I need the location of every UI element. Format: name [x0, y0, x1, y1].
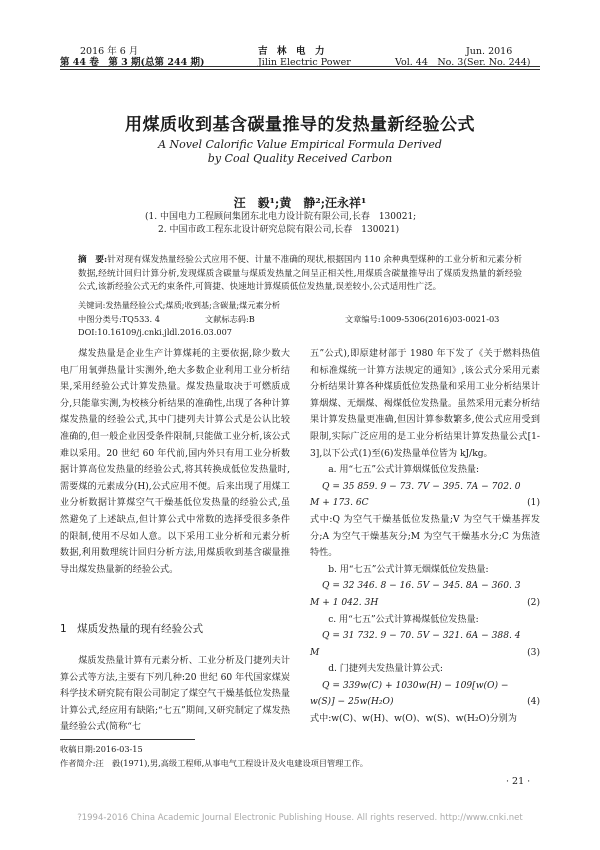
equation-4-line2	[310, 694, 540, 711]
received-date: 收稿日期:2016-03-15	[60, 744, 143, 754]
paper-title-en-2: by Coal Quality Received Carbon	[207, 152, 393, 165]
intro-paragraph: 煤发热量是企业生产计算煤耗的主要依据,除少数大电厂用氧弹热量计实测外,绝大多数企业利用工业分析结果,采用经验公式计算发热量。煤发热量取决于可燃质成分,只能靠实测,为校核分析结果的准确性,出现了各种计算煤发热量的经验公式,其中门捷列夫计算公式是公认比较准确的,但一般企业因受条件限制,只能做工业分析,该公式难以采用。20 世纪 60 年代前,国内外只有用工业分析数据计算高位发热量的经验公式,将其转换成低位发热量时,需要煤的元素成分(H),公式应用不便。后来出现了用煤工业分析数据计算煤空气干燥基低位发热量的经验公式,虽然避免了上述缺点,但计算公式中常数的选择受很多条件的限制,使用不尽如人意。以下采用工业分析和元素分析数据,利用数理统计回归分析方法,用煤质收到基含碳量推导出煤发热量新的经验公式。	[60, 349, 290, 575]
abstract-text: 针对现有煤发热量经验公式应用不便、计量不准确的现状,根据国内 110 余种典型煤种的工业分析和元素分析数据,经统计回归计算分析,发现煤质含碳量与煤质发热量之间呈正相关性,用煤质含碳量推导出了煤质发热量的新经验公式,该新经验公式无约束条件,可简捷、快速地计算煤质低位发热量,误差较小,公式适用性广泛。	[78, 255, 522, 292]
left-column-2	[60, 653, 290, 736]
left-column	[60, 346, 290, 578]
watermark: ?1994-2016 China Academic Journal Electronic Publishing House. All rights reserved. http://www.cnki.net	[77, 813, 523, 823]
where-clause-1: 式中:Q 为空气干燥基低位发热量;V 为空气干燥基挥发分;A 为空气干燥基灰分;M 为空气干燥基水分;C 为焦渣特性。	[310, 514, 540, 559]
item-a: a. 用“七五”公式计算烟煤低位发热量:	[328, 465, 480, 476]
equation-1-tail: M + 173. 6C	[310, 498, 369, 509]
where-clause-2: 式中:w(C)、w(H)、w(O)、w(S)、w(H₂O)分别为	[310, 714, 517, 725]
item-c: c. 用“七五”公式计算褐煤低位发热量:	[328, 614, 479, 625]
article-number: 文章编号:1009-5306(2016)03-0021-03	[345, 314, 500, 324]
item-b: b. 用“七五”公式计算无烟煤低位发热量:	[328, 564, 489, 575]
header-rule-bottom	[60, 69, 540, 70]
right-column	[310, 346, 540, 728]
author-bio: 作者简介:汪 毅(1971),男,高级工程师,从事电气工程设计及火电建设项目管理工作。	[60, 758, 368, 768]
paper-title: 用煤质收到基含碳量推导的发热量新经验公式	[125, 115, 475, 135]
header-volume-cn: 第 44 卷 第 3 期(总第 244 期)	[60, 57, 205, 68]
header-rule-top	[60, 66, 540, 67]
equation-2-number: (2)	[527, 597, 540, 608]
keywords: 关键词:发热量经验公式;煤质;收到基;含碳量;煤元素分析	[78, 300, 281, 310]
right-paragraph-1: 五”公式),即原建材部于 1980 年下发了《关于燃料热值和标准煤统一计算方法规定的通知》,该公式分采用元素分析结果计算各种煤质低位发热量和采用工业分析结果计算烟煤、无烟煤、褐煤低位发热量。虽然采用元素分析结果计算发热量更准确,但因计算参数繁多,使公式应用受到限制,实际广泛应用的是工业分析结果计算发热量公式[1-3],以下公式(1)至(6)发热量单位皆为 kJ/kg。	[310, 349, 540, 459]
doi: DOI:10.16109/j.cnki.jldl.2016.03.007	[78, 327, 232, 337]
equation-3-line1: Q = 31 732. 9 − 70. 5V − 321. 6A − 388. 4	[322, 631, 521, 642]
section-heading-1: 1 煤质发热量的现有经验公式	[60, 623, 204, 635]
equation-3-tail: M	[310, 647, 320, 658]
affiliation-2: 2. 中国市政工程东北设计研究总院有限公司,长春 130021)	[158, 225, 400, 235]
equation-2-tail: M + 1 042. 3H	[310, 597, 379, 608]
equation-3-number: (3)	[527, 647, 540, 658]
clc-number: 中图分类号:TQ533. 4	[78, 314, 160, 324]
abstract	[78, 254, 522, 295]
affiliation-1: (1. 中国电力工程顾问集团东北电力设计院有限公司,长春 130021;	[145, 212, 417, 222]
equation-1-line1: Q = 35 859. 9 − 73. 7V − 395. 7A − 702. 0	[322, 481, 521, 492]
equation-1-line2	[310, 495, 540, 512]
header-journal-en: Jilin Electric Power	[258, 57, 351, 68]
page-number: · 21 ·	[506, 776, 531, 787]
footnote-rule	[60, 739, 195, 740]
equation-4-line1: Q = 339w(C) + 1030w(H) − 109[w(O) −	[322, 680, 509, 691]
header-volume-en: Vol. 44 No. 3(Ser. No. 244)	[395, 57, 531, 68]
paper-title-en-1: A Novel Calorific Value Empirical Formula Derived	[158, 138, 442, 151]
header-journal-cn: 吉 林 电 力	[258, 46, 325, 57]
header-date-cn: 2016 年 6 月	[80, 46, 139, 57]
header-date-en: Jun. 2016	[466, 46, 513, 57]
equation-1-number: (1)	[527, 498, 540, 509]
authors: 汪 毅¹;黄 静²;汪永祥¹	[233, 196, 367, 210]
equation-2-line1: Q = 32 346. 8 − 16. 5V − 345. 8A − 360. 3	[322, 581, 521, 592]
equation-4-tail: w(S)] − 25w(H₂O)	[310, 697, 394, 708]
equation-3-line2	[310, 645, 540, 662]
item-d: d. 门捷列夫发热量计算公式:	[328, 664, 443, 675]
equation-2-line2	[310, 595, 540, 612]
document-code: 文献标志码:B	[205, 314, 255, 324]
equation-4-number: (4)	[527, 697, 540, 708]
section1-paragraph: 煤质发热量计算有元素分析、工业分析及门捷列夫计算公式等方法,主要有下列几种:20 世纪 60 年代国家煤炭科学技术研究院有限公司制定了煤空气干燥基低位发热量计算公式,经应用有缺陷;“七五”期间,又研究制定了煤发热量经验公式(简称“七	[60, 656, 290, 733]
abstract-label: 摘 要:	[78, 255, 108, 265]
